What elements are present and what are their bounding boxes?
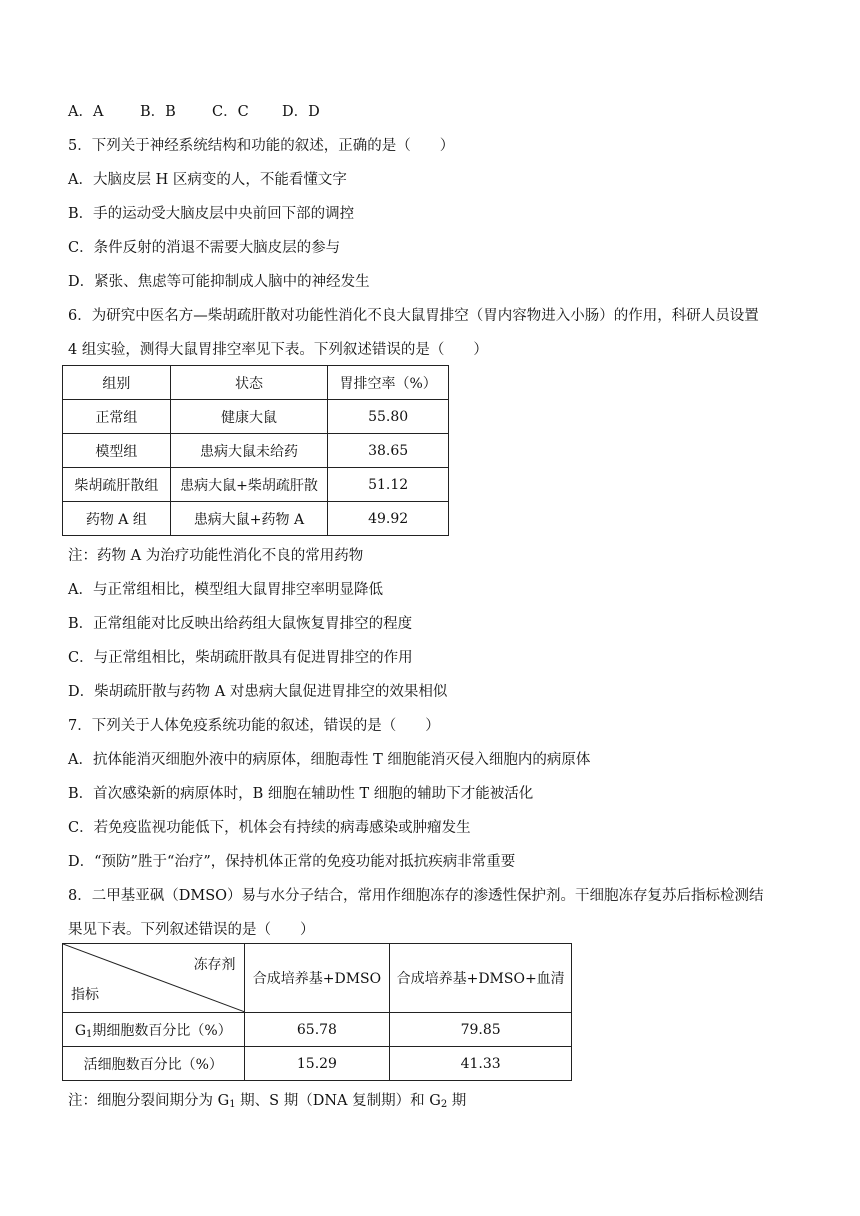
q6-cell: 55.80 — [328, 400, 449, 434]
q8-stem-line1: 8．二甲基亚砜（DMSO）易与水分子结合，常用作细胞冻存的渗透性保护剂。干细胞冻存复苏后指标检测结 — [68, 888, 764, 904]
q4-option-d: D．D — [282, 104, 320, 120]
q8-header-col2: 合成培养基+DMSO+血清 — [390, 944, 572, 1013]
q7-option-c: C．若免疫监视功能低下，机体会有持续的病毒感染或肿瘤发生 — [68, 820, 471, 836]
q6-header-group: 组别 — [63, 366, 171, 400]
q8-cell: 79.85 — [390, 1013, 572, 1047]
q8-note-part: 期 — [447, 1093, 467, 1109]
q4-option-b: B．B — [140, 104, 176, 120]
q6-cell: 患病大鼠未给药 — [170, 434, 328, 468]
q6-header-rate: 胃排空率（%） — [328, 366, 449, 400]
q4-option-a: A．A — [68, 104, 104, 120]
q8-note-part: 期、S 期（DNA 复制期）和 G — [235, 1093, 441, 1109]
q6-stem-line2: 4 组实验，测得大鼠胃排空率见下表。下列叙述错误的是（ ） — [68, 342, 488, 358]
q8-corner-top: 冻存剂 — [193, 957, 236, 973]
q6-table-row — [63, 400, 449, 434]
q8-note-part: 注：细胞分裂间期分为 G — [68, 1093, 230, 1109]
q7-option-a: A．抗体能消灭细胞外液中的病原体，细胞毒性 T 细胞能消灭侵入细胞内的病原体 — [68, 752, 591, 768]
q6-cell: 柴胡疏肝散组 — [63, 468, 171, 502]
q8-header-col1: 合成培养基+DMSO — [244, 944, 390, 1013]
q8-table-row — [63, 1013, 572, 1047]
q5-stem: 5．下列关于神经系统结构和功能的叙述，正确的是（ ） — [68, 138, 455, 154]
q6-table — [62, 365, 449, 536]
q4-option-c: C．C — [212, 104, 249, 120]
q8-stem-line2: 果见下表。下列叙述错误的是（ ） — [68, 922, 315, 938]
q6-cell: 正常组 — [63, 400, 171, 434]
q8-row1-label-text: 期细胞数百分比（%） — [92, 1022, 232, 1039]
q6-table-header-row — [63, 366, 449, 400]
q5-option-b: B．手的运动受大脑皮层中央前回下部的调控 — [68, 206, 355, 222]
q8-note-sub: 1 — [229, 1099, 236, 1110]
q8-cell: 65.78 — [244, 1013, 390, 1047]
q6-note: 注：药物 A 为治疗功能性消化不良的常用药物 — [68, 548, 364, 564]
q8-cell: 15.29 — [244, 1047, 390, 1081]
q6-cell: 患病大鼠+药物 A — [170, 502, 328, 536]
q6-cell: 51.12 — [328, 468, 449, 502]
q6-option-b: B．正常组能对比反映出给药组大鼠恢复胃排空的程度 — [68, 616, 413, 632]
q8-corner-cell — [63, 944, 245, 1013]
q6-cell: 模型组 — [63, 434, 171, 468]
q8-table — [62, 943, 572, 1081]
q7-option-d: D．“预防”胜于“治疗”，保持机体正常的免疫功能对抵抗疾病非常重要 — [68, 854, 516, 870]
q8-row1-label-sub: 1 — [86, 1028, 93, 1040]
q6-cell: 49.92 — [328, 502, 449, 536]
q6-table-row — [63, 468, 449, 502]
q8-row2-label: 活细胞数百分比（%） — [63, 1047, 245, 1081]
q6-option-d: D．柴胡疏肝散与药物 A 对患病大鼠促进胃排空的效果相似 — [68, 684, 448, 700]
q6-option-a: A．与正常组相比，模型组大鼠胃排空率明显降低 — [68, 582, 383, 598]
q8-table-header-row — [63, 944, 572, 1013]
q6-cell: 药物 A 组 — [63, 502, 171, 536]
q6-cell: 38.65 — [328, 434, 449, 468]
q6-header-state: 状态 — [170, 366, 328, 400]
q6-cell: 健康大鼠 — [170, 400, 328, 434]
q7-stem: 7．下列关于人体免疫系统功能的叙述，错误的是（ ） — [68, 718, 440, 734]
q6-option-c: C．与正常组相比，柴胡疏肝散具有促进胃排空的作用 — [68, 650, 413, 666]
q5-option-d: D．紧张、焦虑等可能抑制成人脑中的神经发生 — [68, 274, 370, 290]
q5-option-c: C．条件反射的消退不需要大脑皮层的参与 — [68, 240, 341, 256]
q5-option-a: A．大脑皮层 H 区病变的人，不能看懂文字 — [68, 172, 347, 188]
q8-note-sub: 2 — [440, 1099, 448, 1110]
q8-row1-label — [63, 1013, 245, 1047]
q4-options — [68, 102, 320, 122]
q8-cell: 41.33 — [390, 1047, 572, 1081]
q8-corner-bottom: 指标 — [71, 987, 99, 1003]
q6-table-row — [63, 434, 449, 468]
q8-row1-label-g: G — [74, 1022, 87, 1039]
q6-cell: 患病大鼠+柴胡疏肝散 — [170, 468, 328, 502]
q8-table-row — [63, 1047, 572, 1081]
q8-note — [68, 1091, 466, 1115]
q6-table-row — [63, 502, 449, 536]
q7-option-b: B．首次感染新的病原体时，B 细胞在辅助性 T 细胞的辅助下才能被活化 — [68, 786, 534, 802]
q6-stem-line1: 6．为研究中医名方—柴胡疏肝散对功能性消化不良大鼠胃排空（胃内容物进入小肠）的作用，科研人员设置 — [68, 308, 759, 324]
